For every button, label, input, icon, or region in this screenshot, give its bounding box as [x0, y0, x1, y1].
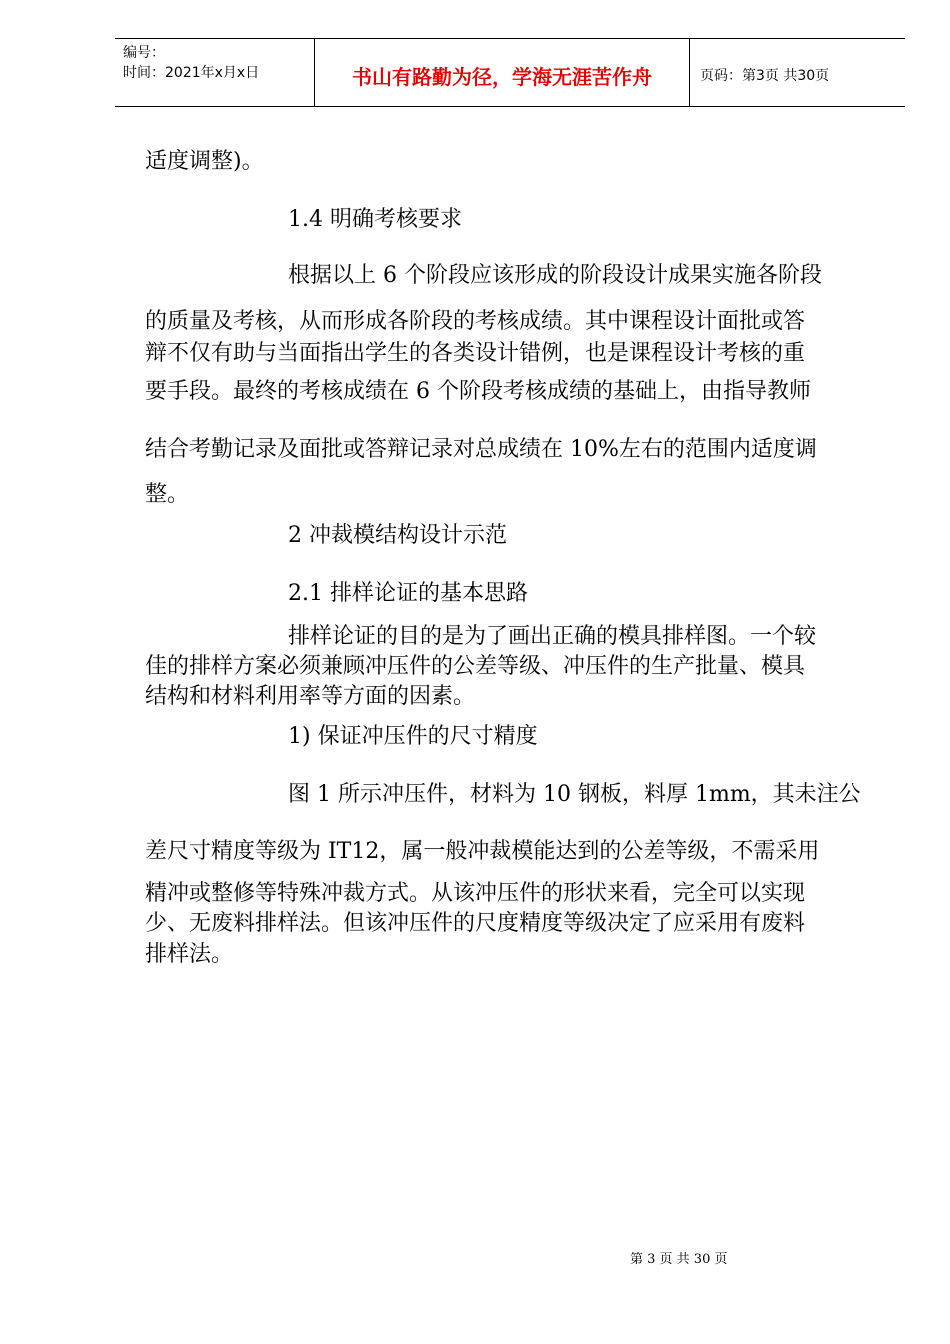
document-time-label: 时间：2021年x月x日	[123, 65, 260, 81]
section-heading-1-4: 1.4 明确考核要求	[288, 207, 462, 232]
body-line: 根据以上 6 个阶段应该形成的阶段设计成果实施各阶段	[288, 263, 822, 288]
body-line: 要手段。最终的考核成绩在 6 个阶段考核成绩的基础上，由指导教师	[145, 379, 811, 404]
body-line: 的质量及考核，从而形成各阶段的考核成绩。其中课程设计面批或答	[145, 309, 806, 334]
body-line: 排样论证的目的是为了画出正确的模具排样图。一个较	[288, 624, 817, 649]
document-code-label: 编号：	[123, 45, 165, 61]
body-line: 结合考勤记录及面批或答辩记录对总成绩在 10%左右的范围内适度调	[145, 437, 817, 462]
body-line: 适度调整)。	[145, 149, 264, 174]
body-line: 排样法。	[145, 942, 234, 967]
body-line: 结构和材料利用率等方面的因素。	[145, 684, 476, 709]
header-meta-cell	[115, 39, 315, 106]
body-line: 佳的排样方案必须兼顾冲压件的公差等级、冲压件的生产批量、模具	[145, 654, 806, 679]
body-line: 辩不仅有助与当面指出学生的各类设计错例，也是课程设计考核的重	[145, 341, 806, 366]
section-heading-2-1: 2.1 排样论证的基本思路	[288, 581, 528, 606]
body-line: 图 1 所示冲压件，材料为 10 钢板，料厚 1mm，其未注公	[288, 782, 861, 807]
header-motto: 书山有路勤为径，学海无涯苦作舟	[352, 65, 652, 89]
body-line: 少、无废料排样法。但该冲压件的尺度精度等级决定了应采用有废料	[145, 911, 806, 936]
body-line: 整。	[145, 482, 190, 507]
header-page-info: 页码：第3页 共30页	[700, 68, 830, 84]
header-page-cell	[690, 39, 905, 106]
page-footer: 第 3 页 共 30 页	[630, 1252, 728, 1267]
section-heading-2: 2 冲裁模结构设计示范	[288, 523, 507, 548]
body-line: 精冲或整修等特殊冲裁方式。从该冲压件的形状来看，完全可以实现	[145, 881, 806, 906]
body-line: 差尺寸精度等级为 IT12，属一般冲裁模能达到的公差等级，不需采用	[145, 839, 820, 864]
page-header	[115, 38, 905, 107]
header-motto-cell	[315, 39, 690, 106]
subsection-heading-1: 1) 保证冲压件的尺寸精度	[288, 724, 538, 749]
